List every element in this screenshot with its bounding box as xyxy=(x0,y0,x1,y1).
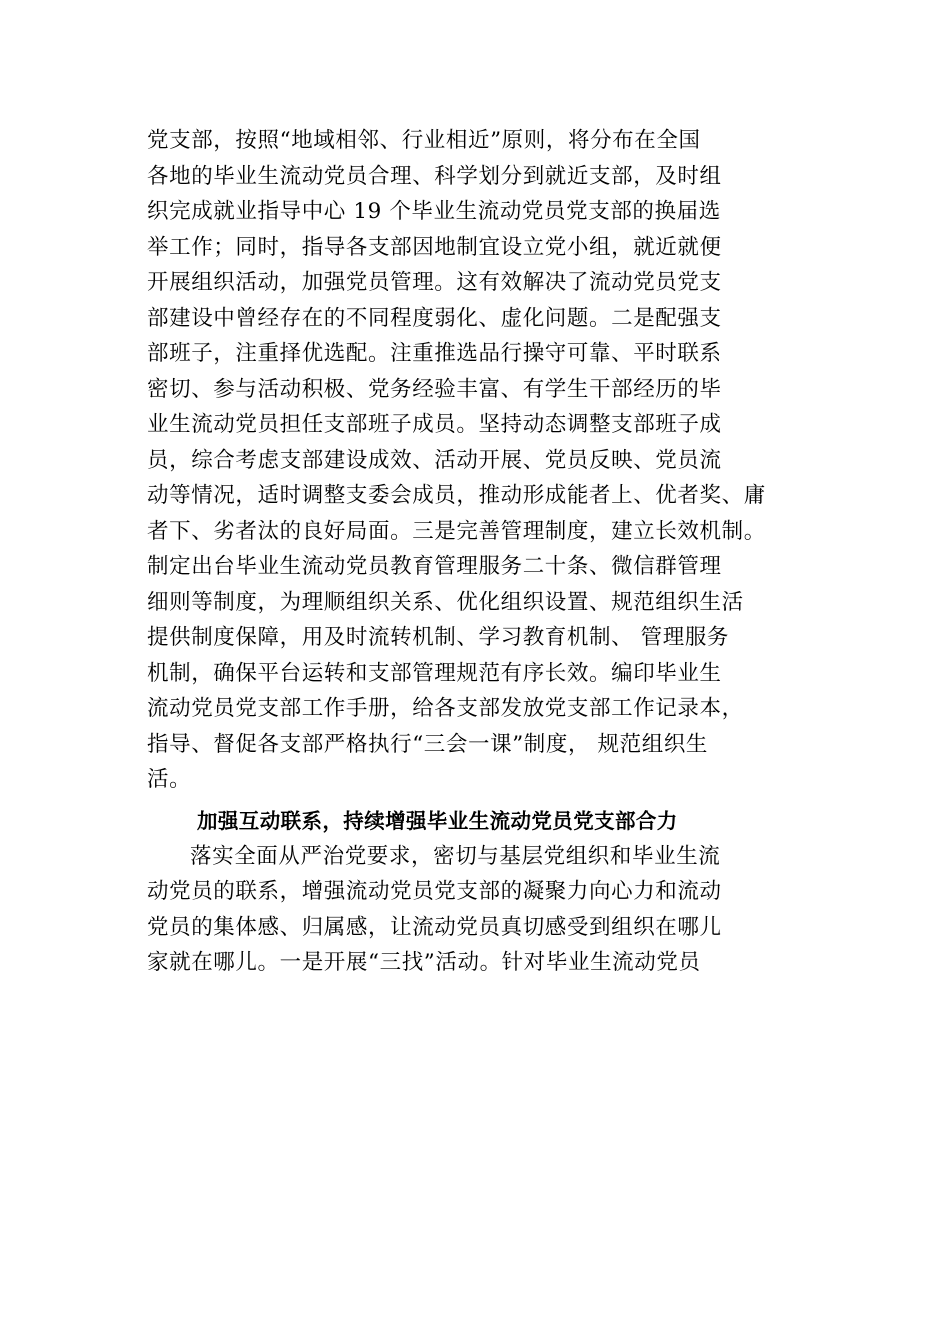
text-line: 各地的毕业生流动党员合理、科学划分到就近支部，及时组 xyxy=(147,163,722,189)
paragraph-1 xyxy=(147,123,847,798)
text-line: 提供制度保障，用及时流转机制、学习教育机制、 管理服务 xyxy=(147,625,730,650)
text-line: 家就在哪儿。一是开展“三找”活动。针对毕业生流动党员 xyxy=(147,950,701,975)
text-line: 流动党员党支部工作手册，给各支部发放党支部工作记录本， xyxy=(147,696,744,721)
text-line: 员，综合考虑支部建设成效、活动开展、党员反映、党员流 xyxy=(147,447,722,473)
text-line: 活。 xyxy=(147,767,192,792)
text-line: 机制，确保平台运转和支部管理规范有序长效。编印毕业生 xyxy=(147,660,722,686)
text-line: 细则等制度，为理顺组织关系、优化组织设置、规范组织生活 xyxy=(147,589,744,615)
paragraph-2 xyxy=(147,839,847,981)
text-line: 开展组织活动，加强党员管理。这有效解决了流动党员党支 xyxy=(147,270,722,295)
text-line: 密切、参与活动积极、党务经验丰富、有学生干部经历的毕 xyxy=(147,376,722,402)
document-body xyxy=(147,123,847,981)
text-line: 动等情况，适时调整支委会成员，推动形成能者上、优者奖、庸 xyxy=(147,483,766,508)
text-line: 落实全面从严治党要求，密切与基层党组织和毕业生流 xyxy=(190,843,721,869)
text-line: 举工作；同时，指导各支部因地制宜设立党小组，就近就便 xyxy=(147,234,722,260)
text-line: 党支部，按照“地域相邻、行业相近”原则，将分布在全国 xyxy=(147,128,701,153)
section-heading: 加强互动联系，持续增强毕业生流动党员党支部合力 xyxy=(197,808,678,833)
text-line: 部班子，注重择优选配。注重推选品行操守可靠、平时联系 xyxy=(147,341,722,366)
text-line: 业生流动党员担任支部班子成员。坚持动态调整支部班子成 xyxy=(147,412,722,437)
text-line: 者下、劣者汰的良好局面。三是完善管理制度，建立长效机制。 xyxy=(147,518,766,544)
text-line: 指导、督促各支部严格执行“三会一课”制度， 规范组织生 xyxy=(147,731,709,757)
text-line: 制定出台毕业生流动党员教育管理服务二十条、微信群管理 xyxy=(147,554,722,579)
text-line: 部建设中曾经存在的不同程度弱化、虚化问题。二是配强支 xyxy=(147,305,722,331)
text-line: 织完成就业指导中心 19 个毕业生流动党员党支部的换届选 xyxy=(147,199,721,224)
text-line: 动党员的联系，增强流动党员党支部的凝聚力向心力和流动 xyxy=(147,879,722,904)
text-line: 党员的集体感、归属感，让流动党员真切感受到组织在哪儿 xyxy=(147,914,722,940)
